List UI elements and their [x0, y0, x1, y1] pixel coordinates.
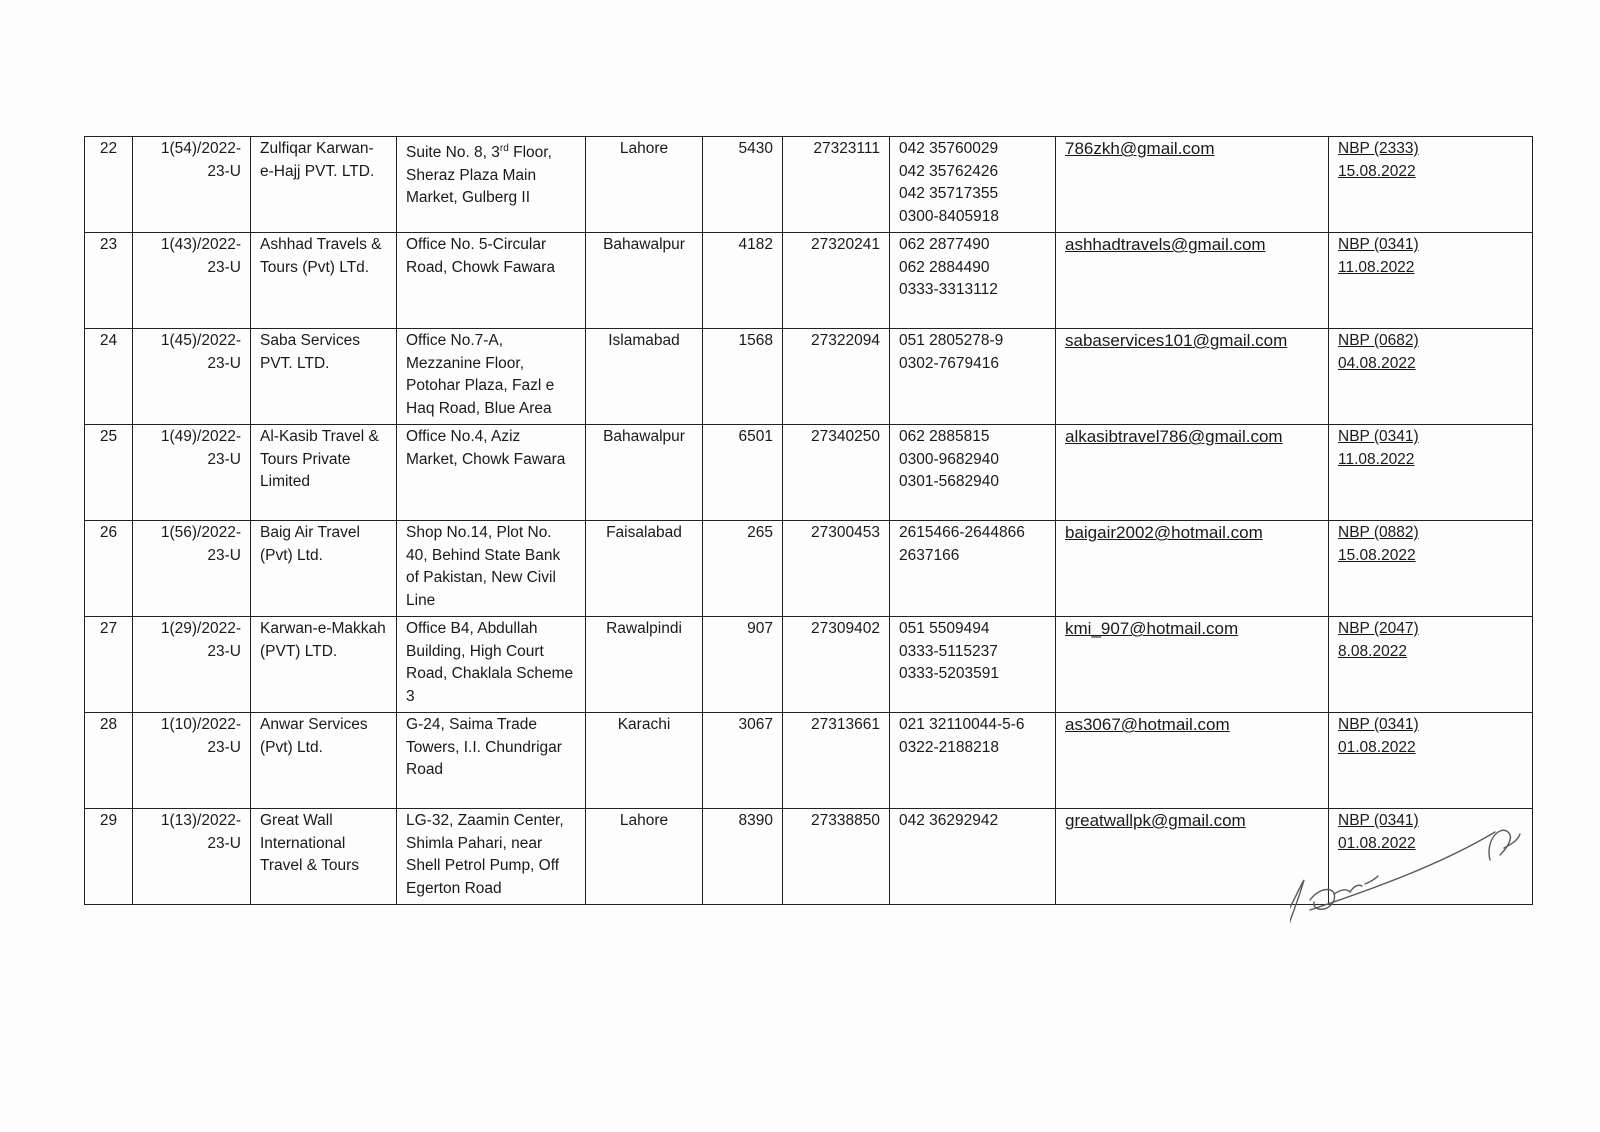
ntn-number: 27309402: [811, 620, 880, 637]
license-number-cell: [703, 425, 783, 521]
serial-number-cell: [85, 137, 133, 233]
serial-number-cell: [85, 713, 133, 809]
file-number-cell: [133, 617, 251, 713]
address-cell: [397, 713, 586, 809]
bank-line: [1338, 161, 1523, 184]
address-text: Suite No. 8, 3: [406, 144, 500, 162]
phone-number: 062 2877490: [899, 236, 990, 253]
phone-numbers-cell: [890, 713, 1056, 809]
bank-line: [1338, 257, 1523, 280]
email-cell: [1056, 329, 1329, 425]
file-number-line: 23-U: [207, 162, 241, 180]
ntn-cell: [783, 713, 890, 809]
file-number-line: 1(43)/2022-: [160, 236, 241, 253]
email-address: kmi_907@hotmail.com: [1065, 619, 1239, 638]
file-number-cell: [133, 425, 251, 521]
file-number-cell: [133, 137, 251, 233]
license-number: 4182: [738, 236, 773, 253]
serial-number: 22: [99, 140, 118, 157]
phone-number: 0333-5115237: [899, 642, 998, 660]
ntn-cell: [783, 233, 890, 329]
license-number: 3067: [738, 716, 773, 733]
phone-number: 042 35762426: [899, 162, 999, 180]
company-name: Karwan-e-Makkah (PVT) LTD.: [260, 620, 386, 660]
email-cell: [1056, 521, 1329, 617]
ntn-cell: [783, 137, 890, 233]
challan-date: 01.08.2022: [1338, 834, 1416, 852]
phone-number: 0333-3313112: [899, 281, 998, 298]
bank-line: [1338, 353, 1523, 376]
ntn-number: 27323111: [813, 140, 880, 157]
phone-number: 2615466-2644866: [899, 524, 1025, 541]
bank-line: [1338, 641, 1523, 664]
registration-table: [84, 136, 1533, 905]
file-number-line: 23-U: [207, 450, 241, 468]
ntn-cell: [783, 617, 890, 713]
bank-branch: NBP (0341): [1338, 236, 1419, 253]
serial-number-cell: [85, 425, 133, 521]
address-text: Floor, Sheraz Plaza Main Market, Gulberg II: [406, 144, 552, 207]
address: [406, 234, 576, 279]
challan-date: 15.08.2022: [1338, 546, 1416, 564]
file-number-line: 1(10)/2022-: [160, 716, 241, 733]
bank-branch: NBP (0682): [1338, 332, 1419, 349]
bank-branch: NBP (0341): [1338, 428, 1419, 445]
phone-number: 0333-5203591: [899, 665, 999, 682]
city: Islamabad: [608, 332, 680, 349]
serial-number: 25: [99, 428, 118, 445]
file-number-line: 1(29)/2022-: [160, 620, 241, 637]
bank-branch: NBP (2047): [1338, 620, 1419, 637]
email-address: sabaservices101@gmail.com: [1065, 331, 1288, 350]
company-name: Ashhad Travels & Tours (Pvt) LTd.: [260, 236, 382, 276]
phone-numbers-cell: [890, 617, 1056, 713]
serial-number: 23: [99, 236, 118, 253]
ntn-number: 27313661: [811, 716, 880, 733]
company-name: Great Wall International Travel & Tours: [260, 812, 360, 874]
phone-number: 0300-9682940: [899, 450, 999, 468]
city: Karachi: [617, 716, 671, 733]
bank-line: [1338, 330, 1523, 353]
challan-date: 11.08.2022: [1338, 258, 1415, 276]
bank-challan-cell: [1329, 137, 1533, 233]
address-cell: [397, 233, 586, 329]
company-name-cell: [251, 233, 397, 329]
address-cell: [397, 425, 586, 521]
address-cell: [397, 329, 586, 425]
table-row: [85, 233, 1533, 329]
address-text: Office No.4, Aziz Market, Chowk Fawara: [406, 428, 566, 468]
serial-number: 24: [99, 332, 118, 349]
file-number-line: 1(54)/2022-: [160, 140, 241, 157]
serial-number-cell: [85, 329, 133, 425]
address-text: Office B4, Abdullah Building, High Court Road, Chaklala Scheme 3: [406, 620, 574, 705]
phone-number: 051 5509494: [899, 620, 990, 637]
bank-line: [1338, 545, 1523, 568]
file-number-line: 23-U: [207, 642, 241, 660]
address-cell: [397, 617, 586, 713]
ntn-cell: [783, 425, 890, 521]
bank-challan-cell: [1329, 425, 1533, 521]
bank-line: [1338, 618, 1523, 641]
address-cell: [397, 521, 586, 617]
city-cell: [586, 713, 703, 809]
table-row: [85, 521, 1533, 617]
company-name-cell: [251, 425, 397, 521]
license-number: 5430: [738, 140, 773, 157]
phone-number: 0300-8405918: [899, 207, 999, 225]
email-cell: [1056, 425, 1329, 521]
file-number-line: 23-U: [207, 834, 241, 852]
phone-numbers-cell: [890, 809, 1056, 905]
file-number-line: 23-U: [207, 258, 241, 276]
address: [406, 714, 576, 782]
serial-number: 29: [99, 812, 118, 829]
address-text: G-24, Saima Trade Towers, I.I. Chundrigar Road: [406, 716, 562, 778]
phone-numbers-cell: [890, 521, 1056, 617]
license-number-cell: [703, 713, 783, 809]
license-number-cell: [703, 521, 783, 617]
file-number-line: 23-U: [207, 546, 241, 564]
bank-branch: NBP (0341): [1338, 812, 1419, 829]
email-address: greatwallpk@gmail.com: [1065, 811, 1246, 830]
file-number-line: 23-U: [207, 738, 241, 756]
company-name-cell: [251, 617, 397, 713]
phone-number: 0302-7679416: [899, 354, 999, 372]
address-text: Office No.7-A, Mezzanine Floor, Potohar Plaza, Fazl e Haq Road, Blue Area: [406, 332, 555, 417]
email-cell: [1056, 233, 1329, 329]
city: Bahawalpur: [603, 236, 685, 253]
file-number-line: 1(45)/2022-: [160, 332, 241, 349]
company-name-cell: [251, 137, 397, 233]
license-number-cell: [703, 233, 783, 329]
file-number-cell: [133, 809, 251, 905]
challan-date: 15.08.2022: [1338, 162, 1416, 180]
serial-number-cell: [85, 809, 133, 905]
file-number-cell: [133, 521, 251, 617]
phone-number: 062 2884490: [899, 258, 990, 276]
address: [406, 618, 576, 708]
email-cell: [1056, 137, 1329, 233]
bank-line: [1338, 426, 1523, 449]
bank-line: [1338, 449, 1523, 472]
file-number-line: 23-U: [207, 354, 241, 372]
address: [406, 138, 576, 210]
address: [406, 810, 576, 900]
license-number: 1568: [738, 332, 773, 349]
serial-number-cell: [85, 521, 133, 617]
phone-number: 0301-5682940: [899, 473, 999, 490]
city-cell: [586, 617, 703, 713]
table-row: [85, 329, 1533, 425]
phone-number: 062 2885815: [899, 428, 990, 445]
phone-numbers-cell: [890, 425, 1056, 521]
email-cell: [1056, 617, 1329, 713]
phone-number: 2637166: [899, 546, 960, 564]
table-row: [85, 713, 1533, 809]
bank-branch: NBP (2333): [1338, 140, 1419, 157]
company-name: Anwar Services (Pvt) Ltd.: [260, 716, 368, 756]
city-cell: [586, 233, 703, 329]
company-name-cell: [251, 809, 397, 905]
email-address: as3067@hotmail.com: [1065, 715, 1230, 734]
bank-line: [1338, 522, 1523, 545]
city: Faisalabad: [606, 524, 682, 541]
serial-number: 27: [99, 620, 118, 637]
city-cell: [586, 425, 703, 521]
challan-date: 04.08.2022: [1338, 354, 1416, 372]
phone-number: 021 32110044-5-6: [899, 716, 1025, 733]
company-name: Saba Services PVT. LTD.: [260, 332, 360, 372]
bank-challan-cell: [1329, 617, 1533, 713]
handwritten-signature: [1290, 820, 1550, 970]
bank-branch: NBP (0882): [1338, 524, 1419, 541]
city-cell: [586, 809, 703, 905]
ntn-cell: [783, 521, 890, 617]
city-cell: [586, 521, 703, 617]
file-number-cell: [133, 713, 251, 809]
serial-number-cell: [85, 617, 133, 713]
email-cell: [1056, 809, 1329, 905]
email-address: baigair2002@hotmail.com: [1065, 523, 1263, 542]
address: [406, 522, 576, 612]
table-body: [85, 137, 1533, 905]
company-name: Baig Air Travel (Pvt) Ltd.: [260, 524, 360, 564]
city-cell: [586, 329, 703, 425]
phone-number: 051 2805278-9: [899, 332, 1004, 349]
address-text: Office No. 5-Circular Road, Chowk Fawara: [406, 236, 556, 276]
city: Bahawalpur: [603, 428, 685, 445]
file-number-line: 1(56)/2022-: [160, 524, 241, 541]
challan-date: 11.08.2022: [1338, 450, 1415, 468]
company-name-cell: [251, 329, 397, 425]
ntn-number: 27320241: [811, 236, 880, 253]
file-number-cell: [133, 329, 251, 425]
table-row: [85, 617, 1533, 713]
bank-line: [1338, 737, 1523, 760]
phone-numbers-cell: [890, 329, 1056, 425]
license-number-cell: [703, 617, 783, 713]
table-row: [85, 425, 1533, 521]
file-number-cell: [133, 233, 251, 329]
serial-number-cell: [85, 233, 133, 329]
ntn-number: 27300453: [811, 524, 880, 541]
address: [406, 330, 576, 420]
bank-line: [1338, 714, 1523, 737]
address: [406, 426, 576, 471]
license-number-cell: [703, 329, 783, 425]
address-cell: [397, 137, 586, 233]
city: Lahore: [619, 812, 669, 829]
license-number: 8390: [738, 812, 773, 829]
ordinal-suffix: rd: [499, 143, 509, 154]
phone-number: 042 35717355: [899, 185, 999, 202]
serial-number: 28: [99, 716, 118, 733]
ntn-number: 27340250: [811, 428, 880, 445]
bank-challan-cell: [1329, 329, 1533, 425]
company-name-cell: [251, 521, 397, 617]
ntn-cell: [783, 809, 890, 905]
company-name: Al-Kasib Travel & Tours Private Limited: [260, 428, 379, 490]
ntn-number: 27338850: [811, 812, 880, 829]
bank-challan-cell: [1329, 521, 1533, 617]
license-number-cell: [703, 137, 783, 233]
bank-branch: NBP (0341): [1338, 716, 1419, 733]
address-text: Shop No.14, Plot No. 40, Behind State Bank of Pakistan, New Civil Line: [406, 524, 561, 609]
license-number: 907: [747, 620, 773, 637]
bank-challan-cell: [1329, 713, 1533, 809]
company-name: Zulfiqar Karwan-e-Hajj PVT. LTD.: [260, 140, 375, 180]
email-address: alkasibtravel786@gmail.com: [1065, 427, 1283, 446]
phone-number: 042 36292942: [899, 812, 999, 829]
address-text: LG-32, Zaamin Center, Shimla Pahari, near Shell Petrol Pump, Off Egerton Road: [406, 812, 564, 897]
bank-challan-cell: [1329, 233, 1533, 329]
challan-date: 8.08.2022: [1338, 642, 1407, 660]
phone-numbers-cell: [890, 137, 1056, 233]
table-row: [85, 137, 1533, 233]
serial-number: 26: [99, 524, 118, 541]
phone-number: 0322-2188218: [899, 738, 999, 756]
ntn-number: 27322094: [811, 332, 880, 349]
phone-numbers-cell: [890, 233, 1056, 329]
ntn-cell: [783, 329, 890, 425]
email-cell: [1056, 713, 1329, 809]
address-cell: [397, 809, 586, 905]
city: Rawalpindi: [606, 620, 682, 637]
license-number-cell: [703, 809, 783, 905]
bank-line: [1338, 138, 1523, 161]
city-cell: [586, 137, 703, 233]
phone-number: 042 35760029: [899, 140, 999, 157]
bank-line: [1338, 234, 1523, 257]
license-number: 265: [747, 524, 773, 541]
license-number: 6501: [738, 428, 773, 445]
file-number-line: 1(49)/2022-: [160, 428, 241, 445]
city: Lahore: [619, 140, 669, 157]
file-number-line: 1(13)/2022-: [160, 812, 241, 829]
email-address: 786zkh@gmail.com: [1065, 139, 1215, 158]
email-address: ashhadtravels@gmail.com: [1065, 235, 1266, 254]
challan-date: 01.08.2022: [1338, 738, 1416, 756]
company-name-cell: [251, 713, 397, 809]
